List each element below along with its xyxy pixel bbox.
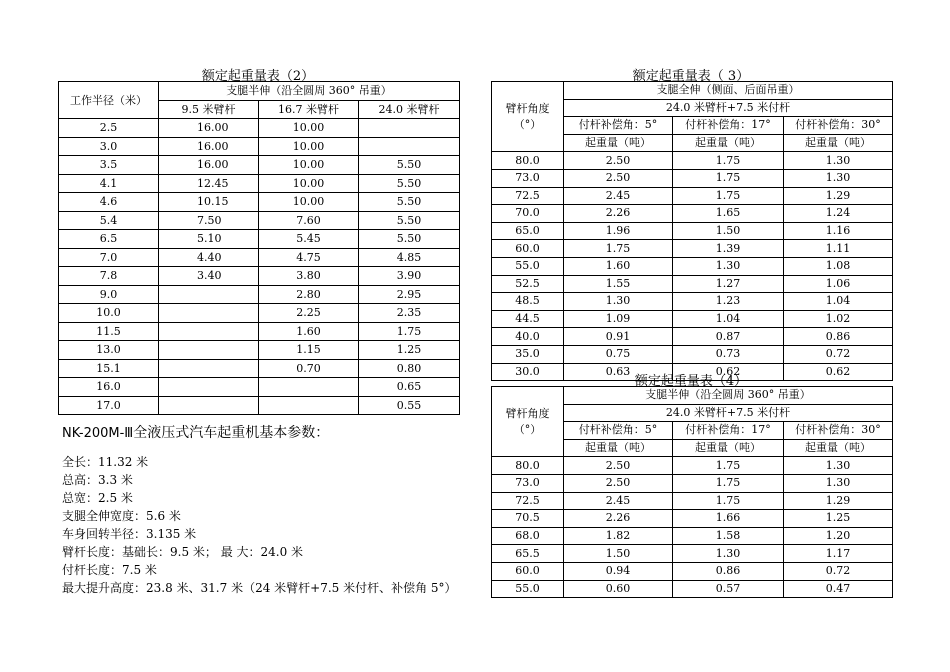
load-header: 起重量（吨） xyxy=(673,439,784,457)
table-row xyxy=(492,580,893,598)
table-row xyxy=(492,457,893,475)
table-row xyxy=(59,341,460,360)
angle-header: 臂杆角度 （°） xyxy=(492,82,564,152)
value-cell: 1.75 xyxy=(673,152,784,170)
value-cell: 1.66 xyxy=(673,510,784,528)
value-cell: 4.85 xyxy=(359,248,460,267)
value-cell: 10.00 xyxy=(259,119,359,138)
rated-load-table-2 xyxy=(58,81,460,415)
parameters-heading xyxy=(62,424,457,443)
comp-angle-30-header: 付杆补偿角：30° xyxy=(784,117,893,135)
value-cell: 1.75 xyxy=(564,240,673,258)
value-cell: 1.75 xyxy=(673,187,784,205)
outrigger-half-header: 支腿半伸（沿全圆周 360° 吊重） xyxy=(159,82,460,101)
value-cell: 1.82 xyxy=(564,527,673,545)
load-header: 起重量（吨） xyxy=(673,134,784,152)
row-key-cell: 13.0 xyxy=(59,341,159,360)
rated-load-table-3 xyxy=(491,81,893,381)
table-row xyxy=(59,322,460,341)
outrigger-half-header: 支腿半伸（沿全圆周 360° 吊重） xyxy=(564,387,893,405)
table-row xyxy=(59,248,460,267)
value-cell: 10.15 xyxy=(159,193,259,212)
value-cell: 1.29 xyxy=(784,492,893,510)
value-cell: 1.30 xyxy=(784,152,893,170)
parameter-line: 最大提升高度：23.8 米、31.7 米（24 米臂杆+7.5 米付杆、补偿角 5°） xyxy=(62,581,457,595)
table3-title: 额定起重量表（ 3） xyxy=(632,69,750,84)
parameter-list xyxy=(62,453,457,597)
value-cell: 1.06 xyxy=(784,275,893,293)
value-cell: 12.45 xyxy=(159,174,259,193)
value-cell: 1.75 xyxy=(359,322,460,341)
value-cell: 1.09 xyxy=(564,310,673,328)
table-row xyxy=(492,328,893,346)
row-key-cell: 9.0 xyxy=(59,285,159,304)
table-row xyxy=(492,345,893,363)
value-cell: 10.00 xyxy=(259,156,359,175)
value-cell: 1.39 xyxy=(673,240,784,258)
table-row xyxy=(492,257,893,275)
value-cell xyxy=(159,396,259,415)
row-key-cell: 70.0 xyxy=(492,205,564,223)
boom-config-header: 24.0 米臂杆+7.5 米付杆 xyxy=(564,99,893,117)
row-key-cell: 44.5 xyxy=(492,310,564,328)
value-cell: 5.50 xyxy=(359,174,460,193)
value-cell: 1.17 xyxy=(784,545,893,563)
row-key-cell: 11.5 xyxy=(59,322,159,341)
value-cell: 1.29 xyxy=(784,187,893,205)
row-key-cell: 65.0 xyxy=(492,222,564,240)
table-row xyxy=(492,222,893,240)
value-cell: 5.50 xyxy=(359,211,460,230)
value-cell: 1.30 xyxy=(784,474,893,492)
value-cell: 16.00 xyxy=(159,119,259,138)
value-cell: 1.30 xyxy=(564,293,673,311)
row-key-cell: 3.0 xyxy=(59,137,159,156)
value-cell: 1.50 xyxy=(564,545,673,563)
row-key-cell: 72.5 xyxy=(492,187,564,205)
row-key-cell: 70.5 xyxy=(492,510,564,528)
value-cell xyxy=(359,137,460,156)
table-row xyxy=(492,310,893,328)
value-cell xyxy=(159,359,259,378)
value-cell: 0.57 xyxy=(673,580,784,598)
row-key-cell: 6.5 xyxy=(59,230,159,249)
row-key-cell: 52.5 xyxy=(492,275,564,293)
value-cell: 1.30 xyxy=(784,457,893,475)
value-cell xyxy=(159,378,259,397)
rated-load-table-4 xyxy=(491,386,893,598)
row-key-cell: 73.0 xyxy=(492,474,564,492)
row-key-cell: 3.5 xyxy=(59,156,159,175)
parameter-line: 车身回转半径：3.135 米 xyxy=(62,527,197,541)
table-row xyxy=(59,267,460,286)
value-cell: 10.00 xyxy=(259,193,359,212)
parameter-line: 总高：3.3 米 xyxy=(62,473,133,487)
table-row xyxy=(59,285,460,304)
value-cell: 0.55 xyxy=(359,396,460,415)
value-cell: 1.96 xyxy=(564,222,673,240)
value-cell: 0.94 xyxy=(564,562,673,580)
value-cell: 1.58 xyxy=(673,527,784,545)
value-cell: 0.72 xyxy=(784,345,893,363)
row-key-cell: 7.8 xyxy=(59,267,159,286)
table-row xyxy=(59,304,460,323)
crane-parameters xyxy=(62,424,457,597)
table-row xyxy=(492,510,893,528)
value-cell: 4.75 xyxy=(259,248,359,267)
value-cell: 5.45 xyxy=(259,230,359,249)
value-cell: 0.65 xyxy=(359,378,460,397)
value-cell: 1.11 xyxy=(784,240,893,258)
table-row xyxy=(59,211,460,230)
model-name: NK-200M-Ⅲ xyxy=(62,426,134,441)
row-key-cell: 15.1 xyxy=(59,359,159,378)
table-row xyxy=(492,562,893,580)
value-cell: 1.75 xyxy=(673,492,784,510)
value-cell: 7.60 xyxy=(259,211,359,230)
value-cell: 2.45 xyxy=(564,187,673,205)
value-cell: 0.86 xyxy=(673,562,784,580)
load-header: 起重量（吨） xyxy=(564,439,673,457)
value-cell xyxy=(159,285,259,304)
value-cell: 2.35 xyxy=(359,304,460,323)
load-header: 起重量（吨） xyxy=(564,134,673,152)
table-row xyxy=(59,359,460,378)
value-cell: 0.91 xyxy=(564,328,673,346)
value-cell: 1.02 xyxy=(784,310,893,328)
row-key-cell: 4.1 xyxy=(59,174,159,193)
table-row xyxy=(492,187,893,205)
table-row xyxy=(492,152,893,170)
value-cell: 1.75 xyxy=(673,457,784,475)
value-cell xyxy=(159,304,259,323)
value-cell: 3.80 xyxy=(259,267,359,286)
value-cell: 2.45 xyxy=(564,492,673,510)
value-cell xyxy=(159,322,259,341)
value-cell: 0.60 xyxy=(564,580,673,598)
comp-angle-17-header: 付杆补偿角：17° xyxy=(673,117,784,135)
value-cell: 1.20 xyxy=(784,527,893,545)
table-row xyxy=(492,527,893,545)
value-cell: 1.25 xyxy=(784,510,893,528)
value-cell: 0.47 xyxy=(784,580,893,598)
row-key-cell: 10.0 xyxy=(59,304,159,323)
value-cell: 1.04 xyxy=(673,310,784,328)
table-row xyxy=(492,474,893,492)
parameter-line: 臂杆长度：基础长：9.5 米； 最 大：24.0 米 xyxy=(62,545,304,559)
row-key-cell: 65.5 xyxy=(492,545,564,563)
table-row xyxy=(492,240,893,258)
angle-header: 臂杆角度 （°） xyxy=(492,387,564,457)
table-row xyxy=(59,137,460,156)
value-cell: 1.65 xyxy=(673,205,784,223)
table-row xyxy=(59,396,460,415)
col-header-boom-16-7: 16.7 米臂杆 xyxy=(259,100,359,119)
col-header-boom-24-0: 24.0 米臂杆 xyxy=(359,100,460,119)
value-cell: 2.50 xyxy=(564,457,673,475)
value-cell: 0.72 xyxy=(784,562,893,580)
value-cell: 0.80 xyxy=(359,359,460,378)
value-cell: 2.50 xyxy=(564,474,673,492)
value-cell: 2.95 xyxy=(359,285,460,304)
value-cell: 5.50 xyxy=(359,193,460,212)
value-cell: 1.50 xyxy=(673,222,784,240)
table-row xyxy=(492,205,893,223)
value-cell: 16.00 xyxy=(159,156,259,175)
value-cell: 1.60 xyxy=(259,322,359,341)
value-cell xyxy=(259,396,359,415)
value-cell: 2.80 xyxy=(259,285,359,304)
row-key-cell: 35.0 xyxy=(492,345,564,363)
parameter-line: 总宽：2.5 米 xyxy=(62,491,133,505)
comp-angle-5-header: 付杆补偿角：5° xyxy=(564,422,673,440)
comp-angle-30-header: 付杆补偿角：30° xyxy=(784,422,893,440)
table-row xyxy=(59,230,460,249)
value-cell xyxy=(259,378,359,397)
value-cell: 3.90 xyxy=(359,267,460,286)
value-cell: 4.40 xyxy=(159,248,259,267)
row-key-cell: 72.5 xyxy=(492,492,564,510)
value-cell: 0.75 xyxy=(564,345,673,363)
value-cell: 0.70 xyxy=(259,359,359,378)
value-cell: 2.50 xyxy=(564,152,673,170)
value-cell: 5.10 xyxy=(159,230,259,249)
value-cell: 7.50 xyxy=(159,211,259,230)
value-cell: 2.26 xyxy=(564,510,673,528)
load-header: 起重量（吨） xyxy=(784,439,893,457)
table2-title: 额定起重量表（2） xyxy=(201,69,315,84)
value-cell: 1.16 xyxy=(784,222,893,240)
row-key-cell: 80.0 xyxy=(492,457,564,475)
value-cell: 1.60 xyxy=(564,257,673,275)
value-cell xyxy=(159,341,259,360)
col-header-boom-9-5: 9.5 米臂杆 xyxy=(159,100,259,119)
row-key-cell: 60.0 xyxy=(492,240,564,258)
value-cell: 1.75 xyxy=(673,169,784,187)
comp-angle-17-header: 付杆补偿角：17° xyxy=(673,422,784,440)
row-key-cell: 4.6 xyxy=(59,193,159,212)
value-cell: 2.50 xyxy=(564,169,673,187)
outrigger-full-header: 支腿全伸（侧面、后面吊重） xyxy=(564,82,893,100)
row-key-cell: 17.0 xyxy=(59,396,159,415)
row-key-cell: 30.0 xyxy=(492,363,564,381)
value-cell: 0.87 xyxy=(673,328,784,346)
row-key-cell: 68.0 xyxy=(492,527,564,545)
value-cell: 1.08 xyxy=(784,257,893,275)
table4-title: 额定起重量表（4） xyxy=(634,374,748,389)
value-cell: 1.30 xyxy=(784,169,893,187)
table-row xyxy=(59,174,460,193)
value-cell: 0.63 xyxy=(564,363,673,381)
value-cell: 0.62 xyxy=(673,363,784,381)
value-cell: 5.50 xyxy=(359,230,460,249)
value-cell xyxy=(359,119,460,138)
row-key-cell: 5.4 xyxy=(59,211,159,230)
radius-header: 工作半径（米） xyxy=(59,82,159,119)
value-cell: 1.27 xyxy=(673,275,784,293)
row-key-cell: 40.0 xyxy=(492,328,564,346)
comp-angle-5-header: 付杆补偿角：5° xyxy=(564,117,673,135)
value-cell: 16.00 xyxy=(159,137,259,156)
row-key-cell: 60.0 xyxy=(492,562,564,580)
value-cell: 2.25 xyxy=(259,304,359,323)
value-cell: 1.30 xyxy=(673,545,784,563)
table-row xyxy=(492,169,893,187)
value-cell: 0.62 xyxy=(784,363,893,381)
value-cell: 0.86 xyxy=(784,328,893,346)
value-cell: 1.24 xyxy=(784,205,893,223)
row-key-cell: 80.0 xyxy=(492,152,564,170)
row-key-cell: 73.0 xyxy=(492,169,564,187)
row-key-cell: 55.0 xyxy=(492,580,564,598)
boom-config-header: 24.0 米臂杆+7.5 米付杆 xyxy=(564,404,893,422)
value-cell: 1.55 xyxy=(564,275,673,293)
row-key-cell: 55.0 xyxy=(492,257,564,275)
table-row xyxy=(59,193,460,212)
value-cell: 1.25 xyxy=(359,341,460,360)
table-row xyxy=(59,378,460,397)
parameters-heading-text: 全液压式汽车起重机基本参数： xyxy=(133,425,330,441)
load-header: 起重量（吨） xyxy=(784,134,893,152)
parameter-line: 全长：11.32 米 xyxy=(62,455,149,469)
value-cell: 3.40 xyxy=(159,267,259,286)
value-cell: 1.15 xyxy=(259,341,359,360)
table-row xyxy=(492,492,893,510)
table-row xyxy=(492,293,893,311)
value-cell: 2.26 xyxy=(564,205,673,223)
value-cell: 0.73 xyxy=(673,345,784,363)
row-key-cell: 7.0 xyxy=(59,248,159,267)
table-row xyxy=(492,275,893,293)
row-key-cell: 2.5 xyxy=(59,119,159,138)
table-row xyxy=(59,156,460,175)
parameter-line: 付杆长度：7.5 米 xyxy=(62,563,157,577)
value-cell: 5.50 xyxy=(359,156,460,175)
row-key-cell: 16.0 xyxy=(59,378,159,397)
row-key-cell: 48.5 xyxy=(492,293,564,311)
value-cell: 10.00 xyxy=(259,137,359,156)
parameter-line: 支腿全伸宽度：5.6 米 xyxy=(62,509,181,523)
value-cell: 10.00 xyxy=(259,174,359,193)
value-cell: 1.30 xyxy=(673,257,784,275)
value-cell: 1.75 xyxy=(673,474,784,492)
table-row xyxy=(59,119,460,138)
table-row xyxy=(492,545,893,563)
value-cell: 1.04 xyxy=(784,293,893,311)
value-cell: 1.23 xyxy=(673,293,784,311)
